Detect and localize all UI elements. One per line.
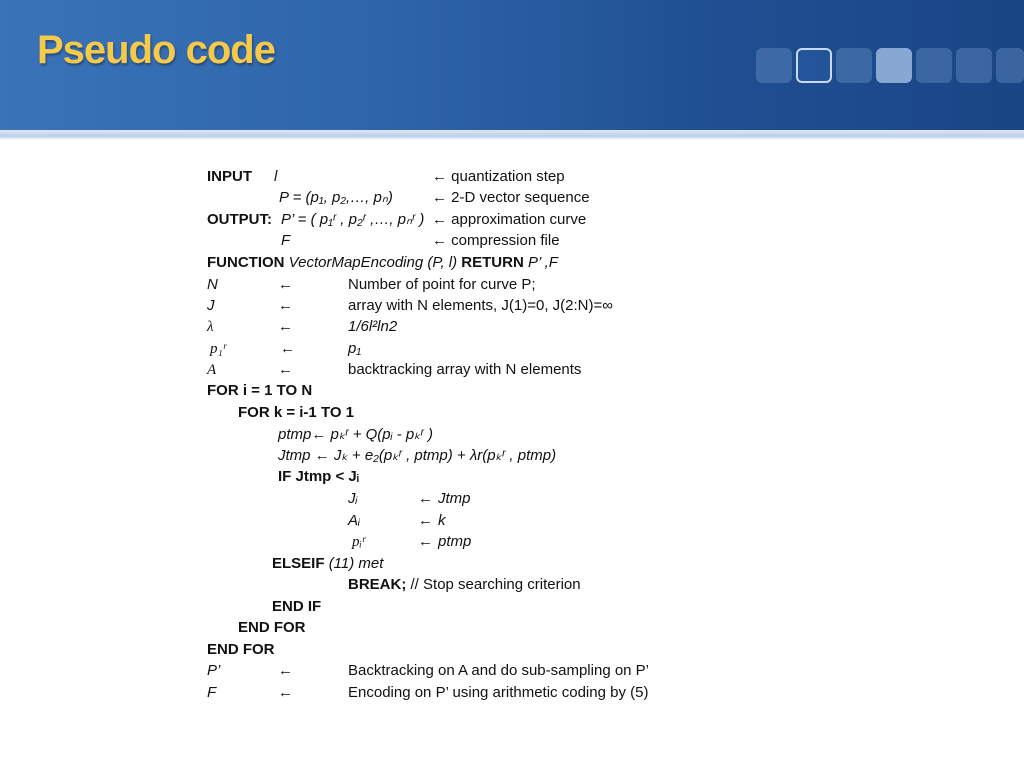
assign-arrow: ← xyxy=(278,276,293,293)
break-line xyxy=(348,576,581,594)
return-values: P’ ,F xyxy=(527,254,558,271)
assign-value-n: Number of point for curve P; xyxy=(348,276,536,293)
if-body-var-a: Aᵢ xyxy=(348,512,360,529)
assign-arrow: ← xyxy=(280,340,295,357)
assign-value-j: array with N elements, J(1)=0, J(2:N)=∞ xyxy=(348,297,613,314)
final-value-p: Backtracking on A and do sub-sampling on P’ xyxy=(348,662,650,679)
break-comment: // Stop searching criterion xyxy=(410,576,581,593)
return-keyword: RETURN xyxy=(461,254,524,271)
input-comment: ← quantization step xyxy=(432,168,565,185)
assign-var-lambda: λ xyxy=(207,319,214,335)
elseif-condition: (11) met xyxy=(328,555,384,572)
final-value-f: Encoding on P’ using arithmetic coding by (5) xyxy=(348,684,649,701)
end-for-outer-line: END FOR xyxy=(207,641,275,658)
if-body-value-pi: ptmp xyxy=(438,533,472,550)
jtmp-line: Jtmp ← Jₖ + e₂(pₖʳ , ptmp) + λr(pₖʳ , ptmp) xyxy=(278,447,557,464)
function-args: (P, l) xyxy=(427,254,458,271)
if-body-arrow: ← xyxy=(418,490,433,507)
assign-var-a: A xyxy=(207,362,217,378)
f-comment: ← compression file xyxy=(432,232,560,249)
assign-arrow: ← xyxy=(278,318,293,335)
p-definition: P = (p₁, p₂,…, pₙ) xyxy=(279,189,393,206)
if-line: IF Jtmp < Jᵢ xyxy=(278,468,359,485)
for-outer-line: FOR i = 1 TO N xyxy=(207,382,313,399)
break-keyword: BREAK; xyxy=(348,576,407,593)
elseif-line xyxy=(272,555,383,573)
assign-var-j: J xyxy=(207,297,215,314)
input-keyword: INPUT xyxy=(207,168,252,185)
ptmp-line: ptmp← pₖʳ + Q(pᵢ - pₖʳ ) xyxy=(278,426,434,443)
end-if-line: END IF xyxy=(272,598,322,615)
assign-value-lambda: 1/6l²ln2 xyxy=(348,318,398,335)
if-body-var-pir: pᵢʳ xyxy=(352,534,366,550)
for-inner-line: FOR k = i-1 TO 1 xyxy=(238,404,355,421)
final-arrow: ← xyxy=(278,662,293,679)
end-for-inner-line: END FOR xyxy=(238,619,306,636)
final-var-f: F xyxy=(207,684,217,701)
if-body-arrow: ← xyxy=(418,512,433,529)
if-body-value-j: Jtmp xyxy=(438,490,471,507)
elseif-keyword: ELSEIF xyxy=(272,555,325,572)
output-keyword: OUTPUT: xyxy=(207,211,272,228)
output-comment: ← approximation curve xyxy=(432,211,587,228)
assign-value-p1: p₁ xyxy=(348,340,362,357)
if-body-var-j: Jᵢ xyxy=(348,490,358,507)
assign-value-a: backtracking array with N elements xyxy=(348,361,582,378)
assign-arrow: ← xyxy=(278,297,293,314)
if-body-arrow: ← xyxy=(418,533,433,550)
assign-arrow: ← xyxy=(278,361,293,378)
function-name: VectorMapEncoding xyxy=(288,254,424,271)
final-arrow: ← xyxy=(278,684,293,701)
function-keyword: FUNCTION xyxy=(207,254,285,271)
slide-title: Pseudo code xyxy=(37,28,275,72)
input-variable: l xyxy=(274,168,278,185)
function-line xyxy=(207,254,558,272)
f-variable: F xyxy=(281,232,291,249)
if-body-value-a: k xyxy=(438,512,446,529)
final-var-p: P’ xyxy=(207,662,221,679)
p-comment: ← 2-D vector sequence xyxy=(432,189,590,206)
assign-var-p1r: p₁ʳ xyxy=(210,341,227,357)
output-definition: P’ = ( p₁ʳ , p₂ʳ ,…, pₙʳ ) xyxy=(281,211,425,228)
assign-var-n: N xyxy=(207,276,218,293)
